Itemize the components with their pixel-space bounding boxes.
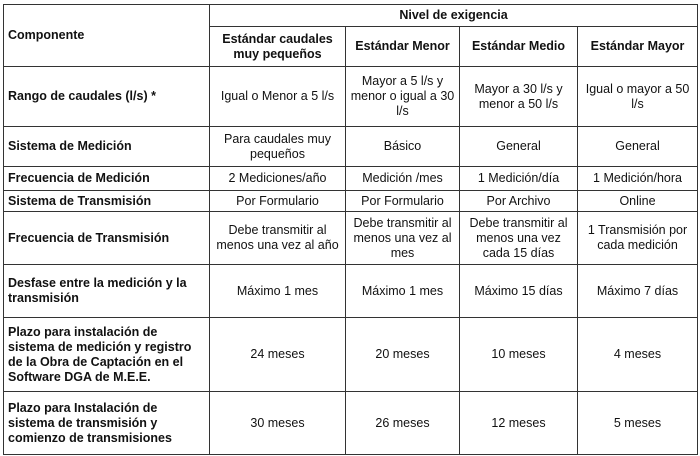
row-label: Sistema de Medición — [4, 127, 210, 167]
table-cell: Por Formulario — [346, 191, 460, 212]
table-cell: Mayor a 30 l/s y menor a 50 l/s — [460, 67, 578, 127]
table-cell: General — [578, 127, 698, 167]
row-label: Desfase entre la medición y la transmisión — [4, 265, 210, 318]
table-row — [4, 167, 698, 191]
table-cell: Debe transmitir al menos una vez cada 15 días — [460, 212, 578, 265]
table-cell: 12 meses — [460, 392, 578, 455]
table-row — [4, 318, 698, 392]
row-label: Rango de caudales (l/s) * — [4, 67, 210, 127]
table-cell: Igual o Menor a 5 l/s — [210, 67, 346, 127]
table-cell: Debe transmitir al menos una vez al año — [210, 212, 346, 265]
table-cell: 20 meses — [346, 318, 460, 392]
requirements-table — [3, 4, 698, 455]
row-label: Plazo para instalación de sistema de medición y registro de la Obra de Captación en el Software DGA de M.E.E. — [4, 318, 210, 392]
table-cell: General — [460, 127, 578, 167]
table-cell: Mayor a 5 l/s y menor o igual a 30 l/s — [346, 67, 460, 127]
table-cell: Máximo 1 mes — [210, 265, 346, 318]
column-header: Estándar Medio — [460, 27, 578, 67]
row-label: Frecuencia de Transmisión — [4, 212, 210, 265]
table-cell: 24 meses — [210, 318, 346, 392]
table-cell: Online — [578, 191, 698, 212]
table-cell: 26 meses — [346, 392, 460, 455]
table-cell: Por Formulario — [210, 191, 346, 212]
table-cell: 5 meses — [578, 392, 698, 455]
table-cell: Debe transmitir al menos una vez al mes — [346, 212, 460, 265]
table-row — [4, 212, 698, 265]
table-cell: Máximo 15 días — [460, 265, 578, 318]
table-row — [4, 191, 698, 212]
table-cell: 4 meses — [578, 318, 698, 392]
column-header: Estándar Menor — [346, 27, 460, 67]
table-row — [4, 392, 698, 455]
table-cell: 30 meses — [210, 392, 346, 455]
column-header: Estándar Mayor — [578, 27, 698, 67]
table-row — [4, 127, 698, 167]
table-cell: 2 Mediciones/año — [210, 167, 346, 191]
table-cell: 1 Transmisión por cada medición — [578, 212, 698, 265]
group-header: Nivel de exigencia — [210, 5, 698, 27]
table-cell: Básico — [346, 127, 460, 167]
header-row-group — [4, 5, 698, 27]
table-cell: Medición /mes — [346, 167, 460, 191]
table-cell: 1 Medición/día — [460, 167, 578, 191]
table-cell: 1 Medición/hora — [578, 167, 698, 191]
table-cell: 10 meses — [460, 318, 578, 392]
table-cell: Máximo 7 días — [578, 265, 698, 318]
component-header: Componente — [4, 5, 210, 67]
table-cell: Máximo 1 mes — [346, 265, 460, 318]
row-label: Plazo para Instalación de sistema de transmisión y comienzo de transmisiones — [4, 392, 210, 455]
table-row — [4, 265, 698, 318]
column-header: Estándar caudales muy pequeños — [210, 27, 346, 67]
table-cell: Igual o mayor a 50 l/s — [578, 67, 698, 127]
table-cell: Para caudales muy pequeños — [210, 127, 346, 167]
row-label: Sistema de Transmisión — [4, 191, 210, 212]
table-row — [4, 67, 698, 127]
row-label: Frecuencia de Medición — [4, 167, 210, 191]
table-cell: Por Archivo — [460, 191, 578, 212]
